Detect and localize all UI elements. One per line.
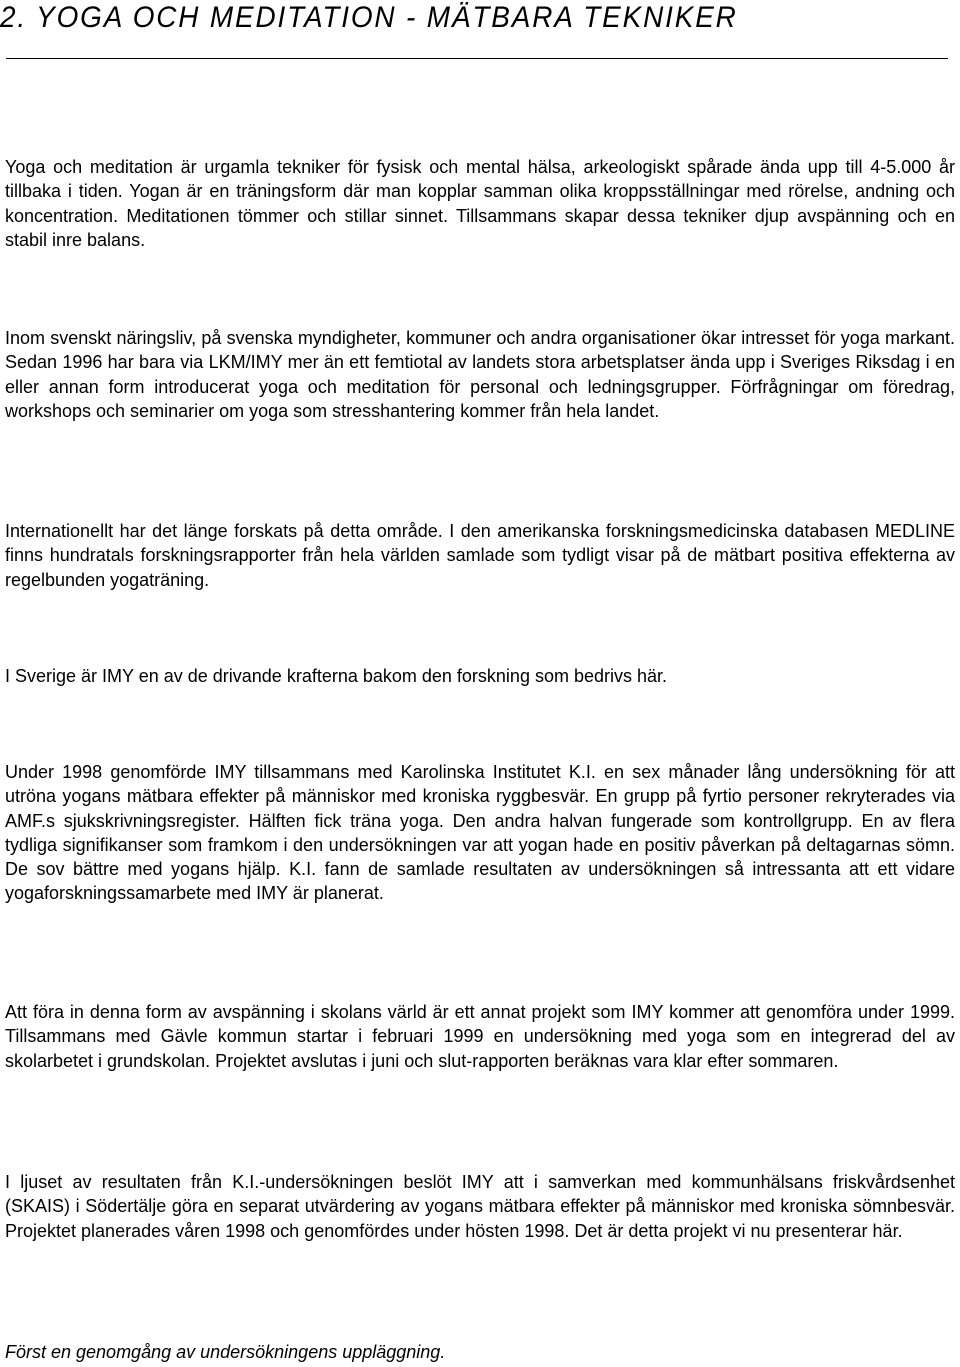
paragraph-intro: Yoga och meditation är urgamla tekniker för fysisk och mental hälsa, arkeologiskt spårade ända upp till 4-5.000 år tillbaka i tiden. Yogan är en träningsform där man kopplar samman olika kroppsställningar med rörelse, andning och koncentration. Meditationen tömmer och stillar sinnet. Tillsammans skapar dessa tekniker djup avspänning och en stabil inre balans.	[5, 157, 955, 250]
paragraph-international-research: Internationellt har det länge forskats på detta område. I den amerikanska forskningsmedicinska databasen MEDLINE finns hundratals forskningsrapporter från hela världen samlade som tydligt visar på de mätbart positiva effekterna av regelbunden yogaträning.	[5, 521, 955, 590]
paragraph-school-project: Att föra in denna form av avspänning i skolans värld är ett annat projekt som IMY kommer att genomföra under 1999. Tillsammans med Gävle kommun startar i februari 1999 en undersökning med yoga som en integrerad del av skolarbetet i grundskolan. Projektet avslutas i juni och slut-rapporten beräknas vara klar efter sommaren.	[5, 1002, 955, 1071]
paragraph-business-interest: Inom svenskt näringsliv, på svenska myndigheter, kommuner och andra organisationer ökar intresset för yoga markant. Sedan 1996 har bara via LKM/IMY mer än ett femtiotal av landets stora arbetsplatser ända upp i Sveriges Riksdag i en eller annan form introducerat yoga och meditation för personal och ledningsgrupper. Förfrågningar om föredrag, workshops och seminarier om yoga som stresshantering kommer från hela landet.	[5, 328, 955, 421]
paragraph-imy-sweden: I Sverige är IMY en av de drivande krafterna bakom den forskning som bedrivs här.	[5, 666, 668, 686]
section-heading: 2. YOGA OCH MEDITATION - MÄTBARA TEKNIKER	[0, 1, 738, 34]
paragraph-ki-study: Under 1998 genomförde IMY tillsammans med Karolinska Institutet K.I. en sex månader lång undersökning för att utröna yogans mätbara effekter på människor med kroniska ryggbesvär. En grupp på fyrtio personer rekryterades via AMF.s sjukskrivningsregister. Hälften fick träna yoga. Den andra halvan fungerade som kontrollgrupp. En av flera tydliga signifikanser som framkom i den undersökningen var att yogan hade en positiv påverkan på deltagarnas sömn. De sov bättre med yogans hjälp. K.I. fann de samlade resultaten av undersökningen så intressanta att ett vidare yogaforskningssamarbete med IMY är planerat.	[5, 762, 955, 904]
paragraph-sleep-study: I ljuset av resultaten från K.I.-undersökningen beslöt IMY att i samverkan med kommunhälsans friskvårdsenhet (SKAIS) i Södertälje göra en separat utvärdering av yogans mätbara effekter på människor med kroniska sömnbesvär. Projektet planerades våren 1998 och genomfördes under hösten 1998. Det är detta projekt vi nu presenterar här.	[5, 1172, 955, 1241]
heading-underline	[6, 58, 948, 59]
paragraph-outline-intro: Först en genomgång av undersökningens uppläggning.	[5, 1342, 446, 1362]
